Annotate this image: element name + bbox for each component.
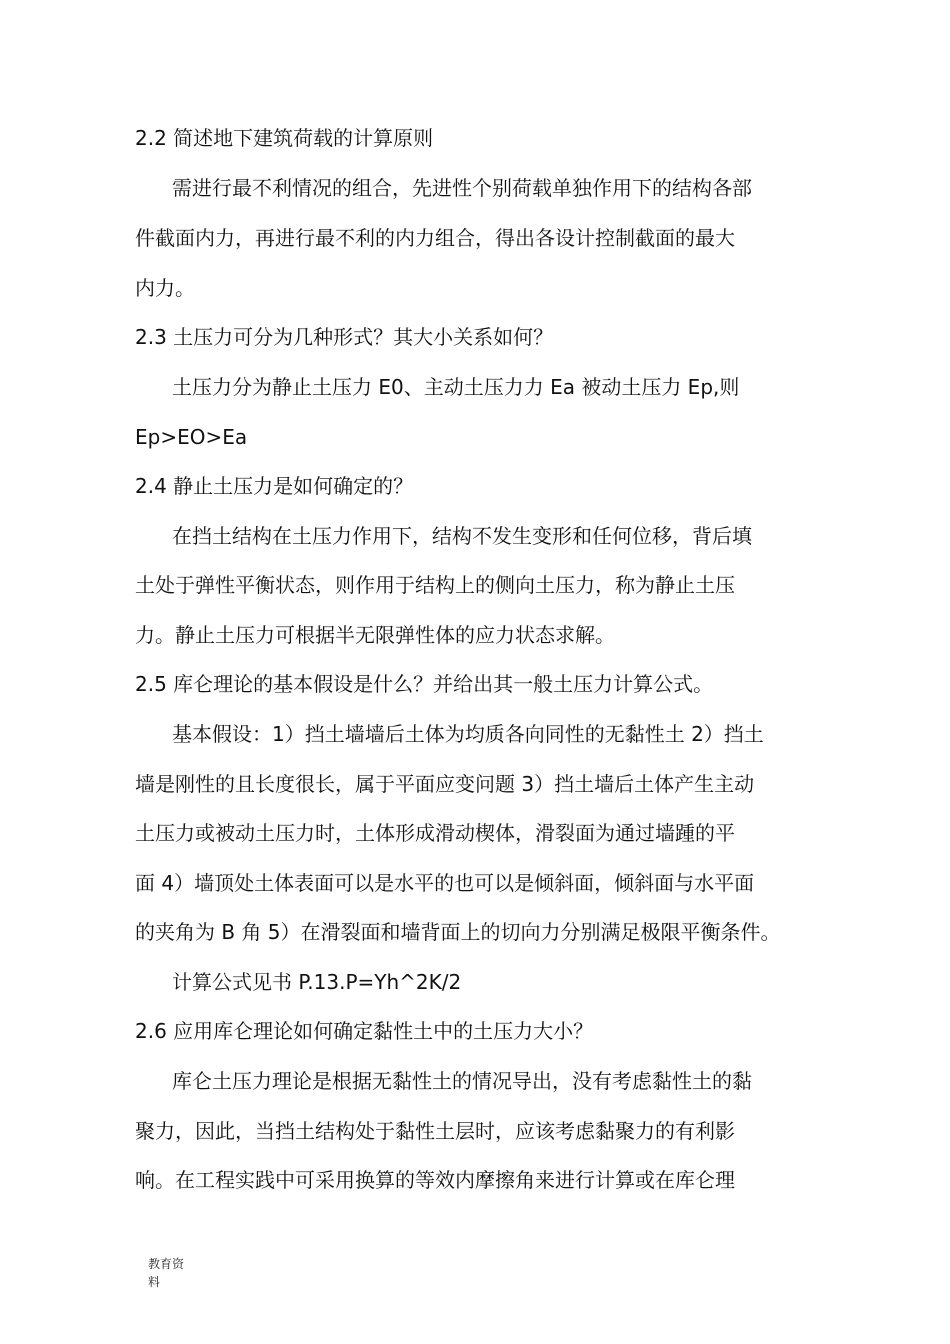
paragraph-line: 土压力或被动土压力时，土体形成滑动楔体，滑裂面为通过墙踵的平	[135, 821, 735, 845]
heading-2-4: 2.4 静止土压力是如何确定的？	[135, 474, 414, 498]
paragraph-line: 库仑土压力理论是根据无黏性土的情况导出，没有考虑黏性土的黏	[172, 1069, 752, 1093]
paragraph-line: 基本假设：1）挡土墙墙后土体为均质各向同性的无黏性土 2）挡土	[172, 722, 764, 746]
paragraph-line: 响。在工程实践中可采用换算的等效内摩擦角来进行计算或在库仑理	[135, 1168, 735, 1192]
paragraph-line: 的夹角为 B 角 5）在滑裂面和墙背面上的切向力分别满足极限平衡条件。	[135, 920, 781, 944]
footer-text-line-1: 教育资	[148, 1257, 185, 1271]
heading-2-6: 2.6 应用库仑理论如何确定黏性土中的土压力大小？	[135, 1019, 594, 1043]
heading-2-5: 2.5 库仑理论的基本假设是什么？并给出其一般土压力计算公式。	[135, 672, 714, 696]
paragraph-line: 土压力分为静止土压力 E0、主动土压力力 Ea 被动土压力 Ep,则	[172, 375, 740, 399]
paragraph-line: 计算公式见书 P.13.P=Yh^2K/2	[172, 970, 462, 994]
paragraph-line: 聚力，因此，当挡土结构处于黏性土层时，应该考虑黏聚力的有利影	[135, 1119, 735, 1143]
paragraph-line: 力。静止土压力可根据半无限弹性体的应力状态求解。	[135, 623, 615, 647]
paragraph-line: 件截面内力，再进行最不利的内力组合，得出各设计控制截面的最大	[135, 226, 735, 250]
heading-2-2: 2.2 简述地下建筑荷载的计算原则	[135, 126, 434, 150]
footer-text-line-2: 料	[148, 1275, 161, 1289]
heading-2-3: 2.3 土压力可分为几种形式？其大小关系如何？	[135, 325, 554, 349]
paragraph-line: 面 4）墙顶处土体表面可以是水平的也可以是倾斜面，倾斜面与水平面	[135, 871, 755, 895]
paragraph-line: 墙是刚性的且长度很长，属于平面应变问题 3）挡土墙后土体产生主动	[135, 772, 755, 796]
page-footer	[148, 1255, 184, 1291]
paragraph-line: Ep>EO>Ea	[135, 425, 248, 449]
paragraph-line: 内力。	[135, 276, 195, 300]
paragraph-line: 土处于弹性平衡状态，则作用于结构上的侧向土压力，称为静止土压	[135, 573, 735, 597]
paragraph-line: 在挡土结构在土压力作用下，结构不发生变形和任何位移，背后填	[172, 524, 752, 548]
paragraph-line: 需进行最不利情况的组合，先进性个别荷载单独作用下的结构各部	[172, 176, 752, 200]
